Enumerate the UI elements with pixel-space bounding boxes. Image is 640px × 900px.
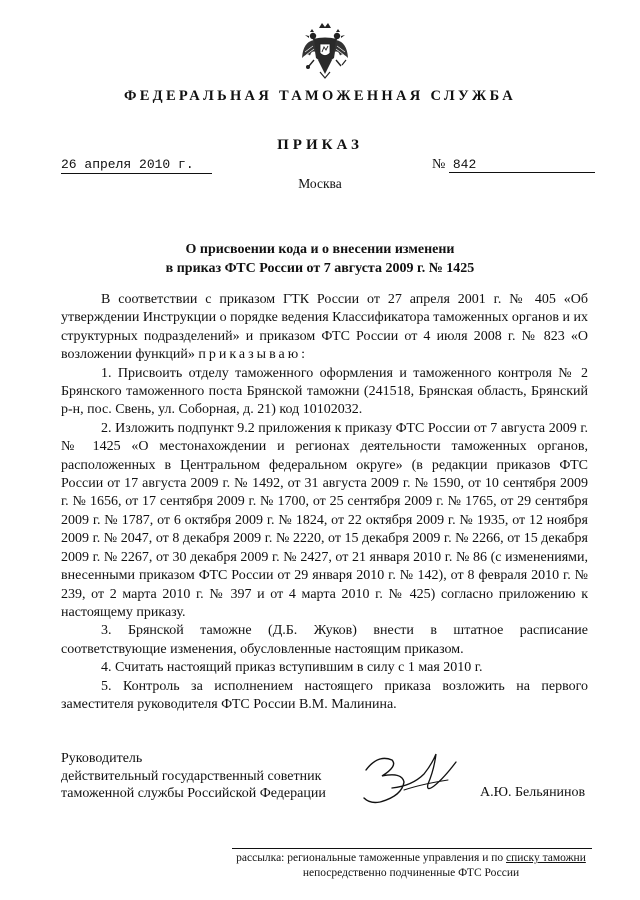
distribution-line-2: непосредственно подчиненные ФТС России bbox=[302, 867, 520, 879]
signatory-rank-line-1: действительный государственный советник bbox=[61, 768, 322, 784]
command-word: приказываю: bbox=[198, 347, 309, 363]
order-date: 26 апреля 2010 г. bbox=[61, 157, 212, 174]
agency-name: ФЕДЕРАЛЬНАЯ ТАМОЖЕННАЯ СЛУЖБА bbox=[123, 88, 517, 104]
intro-paragraph bbox=[61, 291, 588, 365]
signatory-title bbox=[61, 750, 326, 803]
item-2: 2. Изложить подпункт 9.2 приложения к приказу ФТС России от 7 августа 2009 г. № 1425 «О местонахождении и регионах деятельности таможенных органов, расположенных в Центральном федеральном округе» (в редакции приказов ФТС России от 17 августа 2009 г. № 1492, от 31 августа 2009 г. № 1590, от 10 сентября 2009 г. № 1656, от 17 сентября 2009 г. № 1700, от 25 сентября 2009 г. № 1765, от 29 сентября 2009 г. № 1787, от 6 октября 2009 г. № 1824, от 22 октября 2009 г. № 1935, от 12 ноября 2009 г. № 2047, от 8 декабря 2009 г. № 2220, от 15 декабря 2009 г. № 2266, от 15 декабря 2009 г. № 2267, от 30 декабря 2009 г. № 2427, от 21 января 2010 г. № 86 (с изменениями, внесенными приказом ФТС России от 29 января 2010 г. № 142), от 8 февраля 2010 г. № 239, от 2 марта 2010 г. № 397 и от 4 марта 2010 г. № 425) согласно приложению к настоящему приказу. bbox=[61, 420, 588, 620]
distribution-line-1 bbox=[226, 851, 596, 866]
order-number: 842 bbox=[449, 157, 595, 173]
signatory-position: Руководитель bbox=[61, 751, 143, 766]
intro-text: В соответствии с приказом ГТК России от 27 апреля 2001 г. № 405 «Об утверждении Инструкции о порядке ведения Классификатора таможенных органов и их структурных подразделений» и приказом ФТС России от 4 июля 2008 г. № 823 «О возложении функций» bbox=[61, 292, 588, 363]
order-number-block bbox=[432, 157, 595, 173]
item-3: 3. Брянской таможне (Д.Б. Жуков) внести в штатное расписание соответствующие изменения, обусловленные настоящим приказом. bbox=[61, 623, 588, 657]
distribution-note bbox=[226, 851, 596, 881]
handwritten-signature bbox=[352, 740, 472, 820]
subject-line-1: О присвоении кода и о внесении изменени bbox=[185, 242, 455, 257]
distribution-divider bbox=[232, 848, 592, 849]
subject-line-2: в приказ ФТС России от 7 августа 2009 г. № 1425 bbox=[165, 261, 475, 276]
item-5: 5. Контроль за исполнением настоящего приказа возложить на первого заместителя руководителя ФТС России В.М. Малинина. bbox=[61, 678, 588, 712]
distribution-list-link: списку таможни bbox=[506, 852, 586, 864]
item-4: 4. Считать настоящий приказ вступившим в силу с 1 мая 2010 г. bbox=[101, 660, 483, 676]
distribution-prefix: рассылка: региональные таможенные управления и по bbox=[236, 852, 504, 864]
signatory-name: А.Ю. Бельянинов bbox=[480, 785, 586, 800]
number-label: № bbox=[432, 157, 446, 172]
order-body bbox=[61, 291, 588, 714]
order-subject bbox=[120, 240, 520, 278]
order-city: Москва bbox=[298, 176, 342, 191]
item-1: 1. Присвоить отделу таможенного оформления и таможенного контроля № 2 Брянского таможенного поста Брянской таможни (241518, Брянская область, Брянский р-н, пос. Свень, ул. Соборная, д. 21) код 10102032. bbox=[61, 365, 588, 418]
signatory-rank-line-2: таможенной службы Российской Федерации bbox=[61, 786, 326, 801]
coat-of-arms-emblem bbox=[300, 22, 350, 80]
document-type-title: ПРИКАЗ bbox=[277, 137, 363, 153]
